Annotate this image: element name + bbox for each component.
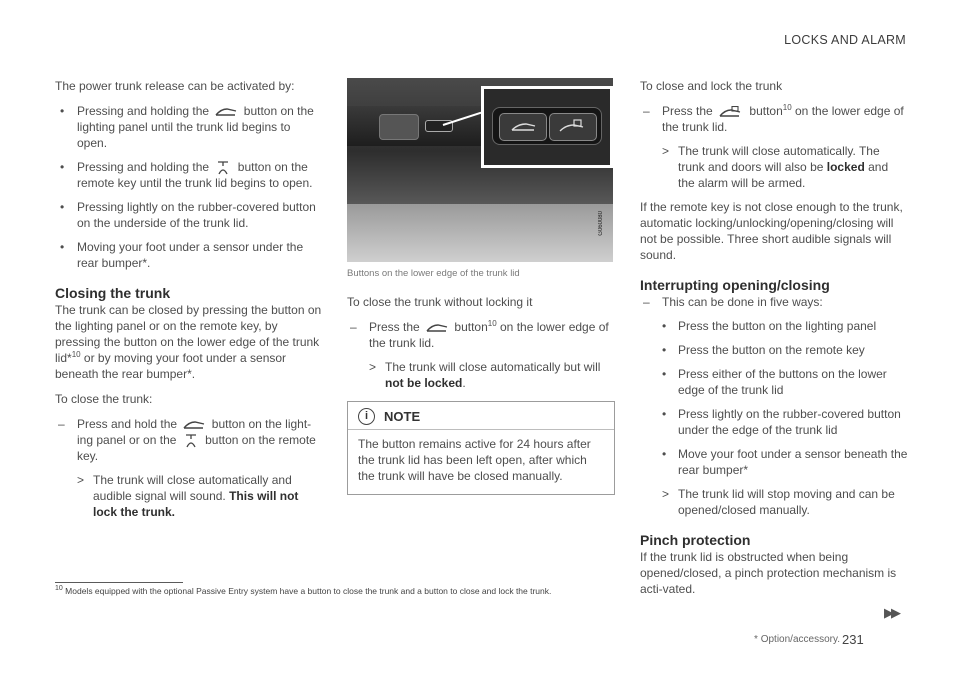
footnote: $^{10}$ Models equipped with the optional Passive Entry system have a button to close the trunk and a button to close and lock the trunk. <box>55 585 552 596</box>
image-code: G060080 <box>598 211 604 236</box>
next-page-icon[interactable]: ▶▶ <box>884 605 898 620</box>
latch-shape <box>379 114 419 140</box>
closing-paragraph: The trunk can be closed by pressing the button on the lighting panel or on the remote key, by pressing the button on the lower edge of the trunk lid*$^{10}$ or by moving your foot under a sensor beneath the rear bumper*. <box>55 303 322 381</box>
close-lock-button-shape <box>549 113 597 141</box>
intro-text: The power trunk release can be activated by: <box>55 79 295 93</box>
step-item: – Press the button$^{10}$ on the lower edge of the trunk lid. <box>640 103 908 135</box>
note-body: The button remains active for 24 hours after the trunk lid has been left open, after which the trunk will have be closed manually. <box>358 437 591 483</box>
note-header <box>348 402 614 430</box>
result-item: > The trunk lid will stop moving and can be opened/closed manually. <box>640 486 908 518</box>
result-item: > The trunk will close automatically but will not be locked. <box>347 359 615 391</box>
list-item: • Pressing lightly on the rubber-covered button on the underside of the trunk lid. <box>55 199 323 231</box>
page-number: 231 <box>842 632 864 647</box>
result-item: > The trunk will close automatically. The trunk and doors will also be locked and the alarm will be armed. <box>640 143 908 191</box>
list-item: • Press the button on the lighting panel <box>640 318 908 334</box>
list-item: • Press the button on the remote key <box>640 342 908 358</box>
info-icon: i <box>358 408 375 425</box>
remote-key-paragraph: If the remote key is not close enough to the trunk, automatic locking/unlocking/opening/closing will not be possible. Three short audible signals will sound. <box>640 200 903 262</box>
column-middle <box>347 78 615 495</box>
list-item: • Press either of the buttons on the lower edge of the trunk lid <box>640 366 908 398</box>
remote-trunk-icon <box>183 434 199 448</box>
close-button-shape <box>499 113 547 141</box>
option-accessory-note: * Option/accessory. <box>754 634 840 645</box>
photo-caption: Buttons on the lower edge of the trunk lid <box>347 268 520 279</box>
intro-text: To close the trunk without locking it <box>347 295 533 309</box>
note-box <box>347 401 615 495</box>
section-title: LOCKS AND ALARM <box>784 33 906 47</box>
list-item: • Press lightly on the rubber-covered button under the edge of the trunk lid <box>640 406 908 438</box>
trunk-open-icon <box>183 420 205 430</box>
step-item: – This can be done in five ways: <box>640 294 908 310</box>
footnote-divider <box>55 582 183 583</box>
trunk-lid-photo <box>347 78 613 262</box>
trunk-lock-icon <box>550 114 596 140</box>
zoom-inset <box>481 86 613 168</box>
heading-pinch-protection: Pinch protection <box>640 532 751 548</box>
list-item: • Pressing and holding the button on the lighting panel until the trunk lid begins to open. <box>55 103 323 151</box>
list-item: • Moving your foot under a sensor under the rear bumper*. <box>55 239 323 271</box>
column-right <box>640 78 908 606</box>
note-title: NOTE <box>384 408 421 424</box>
list-item: • Move your foot under a sensor beneath the rear bumper* <box>640 446 908 478</box>
column-left <box>55 78 323 528</box>
heading-interrupting: Interrupting opening/closing <box>640 277 830 293</box>
intro-text: To close and lock the trunk <box>640 79 783 93</box>
result-item: > The trunk will close automatically and audible signal will sound. This will not lock the trunk. <box>55 472 323 520</box>
trunk-floor-shape <box>347 204 613 262</box>
pinch-paragraph: If the trunk lid is obstructed when being opened/closed, a pinch protection mechanism is acti-vated. <box>640 550 897 596</box>
step-item: – Press the button$^{10}$ on the lower edge of the trunk lid. <box>347 319 615 351</box>
trunk-close-icon <box>426 323 448 333</box>
trunk-lock-icon <box>719 106 743 118</box>
step-item: – Press and hold the button on the light-ing panel or on the button on the remote key. <box>55 416 323 464</box>
button-pad <box>492 107 602 145</box>
heading-closing-trunk: Closing the trunk <box>55 285 171 301</box>
to-close-label: To close the trunk: <box>55 392 153 406</box>
trunk-close-icon <box>500 114 546 140</box>
list-item: • Pressing and holding the button on the remote key until the trunk lid begins to open. <box>55 159 323 191</box>
trunk-open-icon <box>215 107 237 117</box>
remote-trunk-icon <box>215 161 231 175</box>
